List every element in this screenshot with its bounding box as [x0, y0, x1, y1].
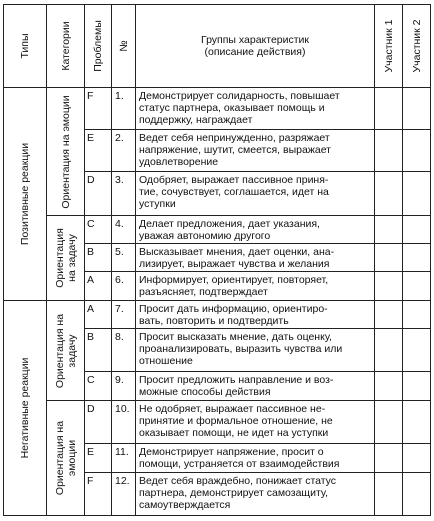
participant-1-cell [375, 301, 403, 329]
row-number: 12. [112, 473, 136, 516]
participant-1-cell [375, 444, 403, 473]
participant-1-cell [375, 88, 403, 130]
category-negative-emotion: Ориентация на эмоции [47, 401, 85, 516]
participant-2-cell [403, 444, 431, 473]
problem-code: F [85, 473, 112, 516]
participant-2-cell [403, 329, 431, 372]
participant-1-cell [375, 216, 403, 244]
characteristics-table [3, 4, 431, 516]
row-number: 5. [112, 244, 136, 272]
row-description: Ведет себя враждебно, понижает статус партнера, демонстрирует самозащиту, самоутверждается [136, 473, 375, 516]
row-number: 7. [112, 301, 136, 329]
row-description: Просит высказать мнение, дать оценку, проанализировать, выразить чувства или отношение [136, 329, 375, 372]
row-description: Демонстрирует напряжение, просит о помощи, устраняется от взаимодействия [136, 444, 375, 473]
header-groups [136, 5, 375, 88]
participant-2-cell [403, 372, 431, 401]
header-row [4, 5, 431, 88]
type-positive: Позитивные реакции [4, 88, 47, 301]
row-number: 10. [112, 401, 136, 444]
participant-1-cell [375, 372, 403, 401]
participant-2-cell [403, 88, 431, 130]
problem-code: D [85, 172, 112, 216]
type-negative: Негативные реакции [4, 301, 47, 516]
participant-2-cell [403, 473, 431, 516]
row-description: Ведет себя непринужденно, разряжает напряжение, шутит, смеется, выражает удовлетворение [136, 130, 375, 172]
problem-code: B [85, 329, 112, 372]
row-description: Просит предложить направление и воз- можные способы действия [136, 372, 375, 401]
row-description: Не одобряет, выражает пассивное не- принятие и формальное отношение, не оказывает помощи, не идет на уступки [136, 401, 375, 444]
row-description: Одобряет, выражает пассивное приня- тие, сочувствует, соглашается, идет на уступки [136, 172, 375, 216]
header-groups-line2: (описание действия) [204, 46, 306, 58]
table-row [4, 301, 431, 329]
table-row [4, 88, 431, 130]
participant-1-cell [375, 272, 403, 301]
problem-code: E [85, 444, 112, 473]
row-number: 4. [112, 216, 136, 244]
row-number: 9. [112, 372, 136, 401]
problem-code: C [85, 216, 112, 244]
row-number: 11. [112, 444, 136, 473]
header-participant-2: Участник 2 [403, 5, 431, 88]
row-number: 6. [112, 272, 136, 301]
header-problems: Проблемы [85, 5, 112, 88]
participant-1-cell [375, 401, 403, 444]
category-negative-task: Ориентация на задачу [47, 301, 85, 401]
participant-1-cell [375, 244, 403, 272]
participant-2-cell [403, 172, 431, 216]
participant-2-cell [403, 130, 431, 172]
row-description: Высказывает мнения, дает оценки, ана- лизирует, выражает чувства и желания [136, 244, 375, 272]
category-positive-task: Ориентация на задачу [47, 216, 85, 301]
header-categories: Категории [47, 5, 85, 88]
table-row [4, 401, 431, 444]
row-description: Информирует, ориентирует, повторяет, разъясняет, подтверждает [136, 272, 375, 301]
participant-1-cell [375, 130, 403, 172]
problem-code: A [85, 272, 112, 301]
category-positive-emotion: Ориентация на эмоции [47, 88, 85, 216]
participant-2-cell [403, 216, 431, 244]
row-description: Делает предложения, дает указания, уважая автономию другого [136, 216, 375, 244]
row-number: 3. [112, 172, 136, 216]
row-number: 1. [112, 88, 136, 130]
row-description: Просит дать информацию, ориентиро- вать, повторить и подтвердить [136, 301, 375, 329]
header-number: № [112, 5, 136, 88]
row-number: 2. [112, 130, 136, 172]
participant-2-cell [403, 244, 431, 272]
header-participant-1: Участник 1 [375, 5, 403, 88]
participant-2-cell [403, 301, 431, 329]
header-groups-line1: Группы характеристик [200, 34, 310, 46]
problem-code: D [85, 401, 112, 444]
problem-code: E [85, 130, 112, 172]
problem-code: C [85, 372, 112, 401]
row-number: 8. [112, 329, 136, 372]
participant-1-cell [375, 172, 403, 216]
table-row [4, 216, 431, 244]
header-types: Типы [4, 5, 47, 88]
problem-code: A [85, 301, 112, 329]
participant-1-cell [375, 473, 403, 516]
row-description: Демонстрирует солидарность, повышает статус партнера, оказывает помощь и поддержку, награждает [136, 88, 375, 130]
problem-code: F [85, 88, 112, 130]
participant-2-cell [403, 401, 431, 444]
participant-2-cell [403, 272, 431, 301]
problem-code: B [85, 244, 112, 272]
participant-1-cell [375, 329, 403, 372]
